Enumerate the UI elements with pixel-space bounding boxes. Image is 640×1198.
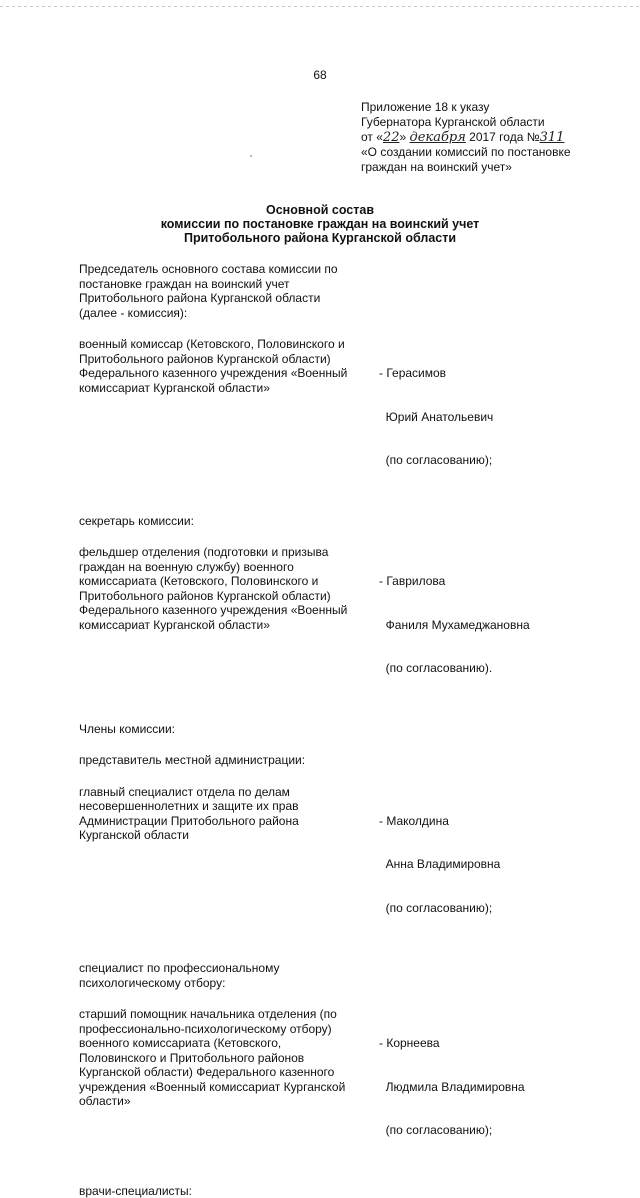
person-line: (по согласованию); [379, 901, 599, 916]
position-line: области» [79, 1094, 377, 1109]
position-line: военный комиссар (Кетовского, Половинского и [79, 337, 377, 352]
position-line: Притобольного районов Курганской области) [79, 352, 377, 367]
person-line: (по согласованию). [379, 661, 599, 676]
person-line: Фаниля Мухамеджановна [379, 618, 599, 633]
person-line: - Гаврилова [379, 574, 599, 589]
date-prefix: от « [361, 130, 383, 144]
position-line: старший помощник начальника отделения (по [79, 1007, 377, 1022]
position-line: Притобольного районов Курганской области) [79, 589, 377, 604]
doctors-heading: врачи-специалисты: [79, 1184, 599, 1198]
person-line: - Корнеева [379, 1036, 599, 1051]
person-line: Людмила Владимировна [379, 1080, 599, 1095]
chairman-entry [79, 337, 599, 497]
person-line: Анна Владимировна [379, 857, 599, 872]
psych-position [79, 1007, 377, 1167]
chairman-heading-line: Притобольного района Курганской области [79, 291, 599, 306]
position-line: Половинского и Притобольного районов [79, 1051, 377, 1066]
person-line: (по согласованию); [379, 453, 599, 468]
date-mid: » [399, 130, 406, 144]
appendix-line-2: Губернатора Курганской области [361, 115, 611, 130]
handwritten-month: декабря [410, 130, 466, 145]
position-line: Федерального казенного учреждения «Военный [79, 366, 377, 381]
position-line: комиссариат Курганской области» [79, 618, 377, 633]
person-line: - Герасимов [379, 366, 599, 381]
appendix-line-4: «О создании комиссий по постановке [361, 145, 611, 160]
chairman-heading-line: постановке граждан на воинский учет [79, 277, 599, 292]
scan-speck [250, 155, 252, 157]
secretary-position [79, 545, 377, 705]
title-line-1: Основной состав [0, 203, 640, 217]
secretary-entry [79, 545, 599, 705]
psych-heading-line: психологическому отбору: [79, 976, 599, 991]
person-line: - Маколдина [379, 814, 599, 829]
date-year: 2017 года № [469, 130, 539, 144]
admin-rep-heading: представитель местной администрации: [79, 753, 599, 768]
psych-person [377, 1007, 599, 1167]
position-line: несовершеннолетних и защите их прав [79, 799, 377, 814]
title-line-2: комиссии по постановке граждан на воинский учет [0, 217, 640, 231]
handwritten-number: 311 [540, 130, 565, 145]
position-line: Администрации Притобольного района [79, 814, 377, 829]
secretary-heading: секретарь комиссии: [79, 514, 599, 529]
appendix-line-3 [361, 130, 611, 145]
document-title [0, 203, 640, 245]
document-body [79, 262, 599, 1198]
position-line: Федерального казенного учреждения «Военный [79, 603, 377, 618]
position-line: главный специалист отдела по делам [79, 785, 377, 800]
position-line: комиссариат Курганской области» [79, 381, 377, 396]
scan-edge-line [0, 6, 640, 7]
position-line: Курганской области [79, 828, 377, 843]
person-line: Юрий Анатольевич [379, 410, 599, 425]
psych-heading [79, 961, 599, 990]
position-line: Курганской области) Федерального казенного [79, 1065, 377, 1080]
chairman-heading-line: Председатель основного состава комиссии по [79, 262, 599, 277]
admin-rep-person [377, 785, 599, 945]
psych-entry [79, 1007, 599, 1167]
members-heading: Члены комиссии: [79, 722, 599, 737]
position-line: учреждения «Военный комиссариат Курганской [79, 1080, 377, 1095]
chairman-heading [79, 262, 599, 320]
admin-rep-position [79, 785, 377, 945]
chairman-heading-line: (далее - комиссия): [79, 306, 599, 321]
position-line: фельдшер отделения (подготовки и призыва [79, 545, 377, 560]
chairman-position [79, 337, 377, 497]
chairman-person [377, 337, 599, 497]
person-line: (по согласованию); [379, 1123, 599, 1138]
secretary-person [377, 545, 599, 705]
position-line: комиссариата (Кетовского, Половинского и [79, 574, 377, 589]
appendix-line-1: Приложение 18 к указу [361, 100, 611, 115]
position-line: профессионально-психологическому отбору) [79, 1022, 377, 1037]
appendix-header [361, 100, 611, 175]
page-number: 68 [0, 68, 640, 82]
admin-rep-entry [79, 785, 599, 945]
position-line: военного комиссариата (Кетовского, [79, 1036, 377, 1051]
appendix-line-5: граждан на воинский учет» [361, 160, 611, 175]
title-line-3: Притобольного района Курганской области [0, 231, 640, 245]
psych-heading-line: специалист по профессиональному [79, 961, 599, 976]
handwritten-day: 22 [383, 130, 400, 145]
position-line: граждан на военную службу) военного [79, 560, 377, 575]
